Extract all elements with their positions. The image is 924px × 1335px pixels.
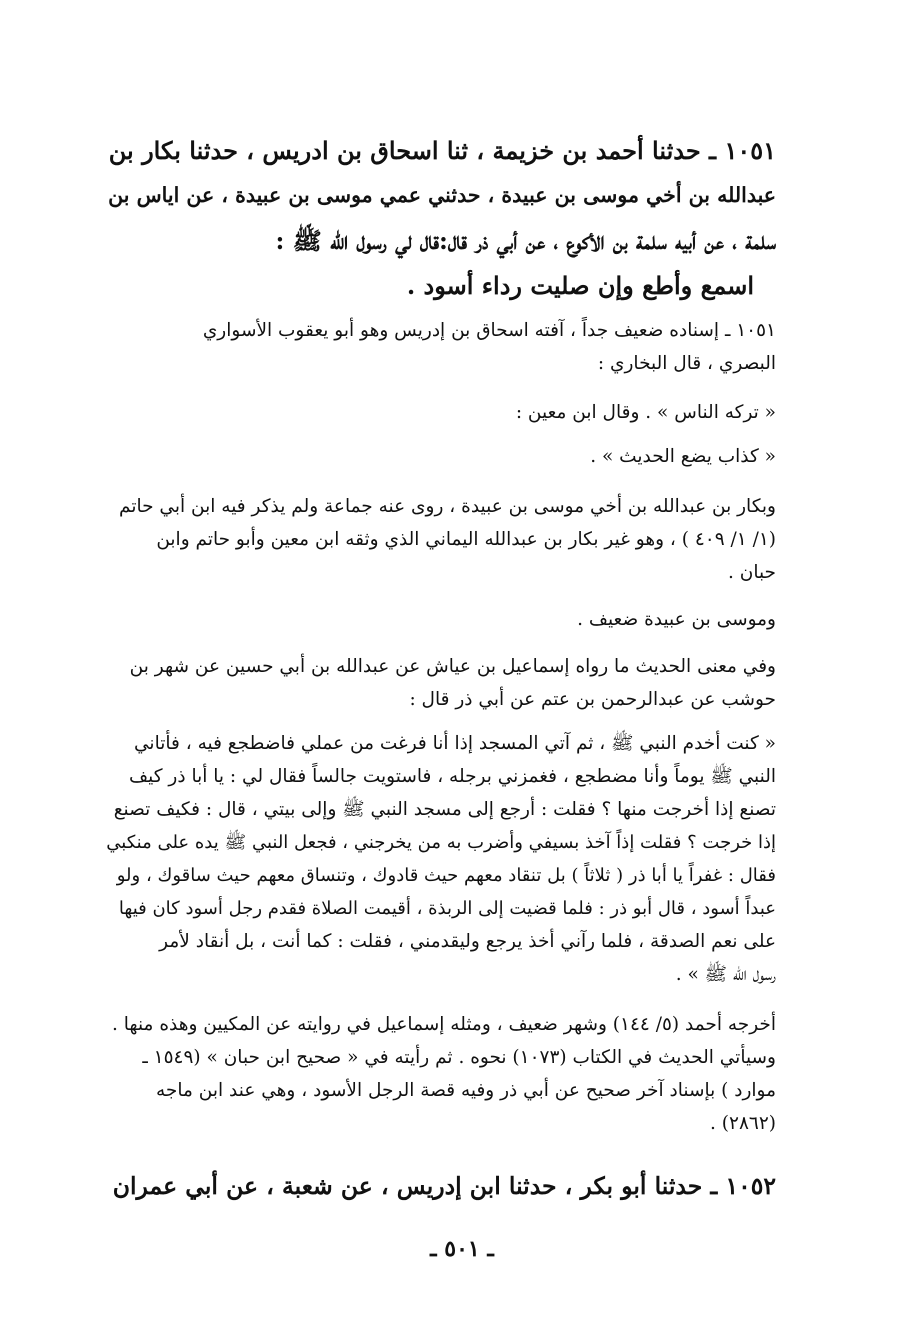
- commentary-line: « كنت أخدم النبي ﷺ ، ثم آتي المسجد إذا أنا فرغت من عملي فاضطجع فيه ، فأتاني: [134, 733, 776, 754]
- hadith-line: عبدالله بن أخي موسى بن عبيدة ، حدثني عمي موسى بن عبيدة ، عن اياس بن: [108, 183, 776, 207]
- hadith-1052: [102, 1164, 776, 1209]
- commentary-line: (١/ ١/ ٤٠٩ ) ، وهو غير بكار بن عبدالله اليماني الذي وثقه ابن معين وأبو حاتم وابن: [156, 529, 776, 550]
- commentary-line: وسيأتي الحديث في الكتاب (١٠٧٣) نحوه . ثم رأيته في « صحيح ابن حبان » (١٥٤٩ ـ: [142, 1047, 776, 1068]
- commentary-line: موارد ) بإسناد آخر صحيح عن أبي ذر وفيه قصة الرجل الأسود ، وهي عند ابن ماجه: [156, 1080, 776, 1101]
- commentary-takhrij: [102, 1008, 776, 1140]
- commentary-line: « كذاب يضع الحديث » .: [590, 446, 776, 467]
- commentary-line: على نعم الصدقة ، فلما رآني أخذ يرجع وليقدمني ، فقلت : كما أنت ، بل أنقاد لأمر: [159, 931, 776, 952]
- commentary-meaning: [102, 650, 776, 716]
- commentary-line: حبان .: [727, 562, 776, 583]
- commentary-line: وبكار بن عبدالله بن أخي موسى بن عبيدة ، روى عنه جماعة ولم يذكر فيه ابن أبي حاتم: [119, 496, 776, 517]
- commentary-line: إذا خرجت ؟ فقلت إذاً آخذ بسيفي وأضرب به من يخرجني ، فجعل النبي ﷺ يده على منكبي: [106, 832, 776, 853]
- commentary-line: فقال : غفراً يا أبا ذر ( ثلاثاً ) بل تنقاد معهم حيث قادوك ، وتنساق معهم حيث ساقوك ، ولو: [116, 865, 776, 886]
- commentary-line: النبي ﷺ يوماً وأنا مضطجع ، فغمزني برجله ، فاستويت جالساً فقال لي : يا أبا ذر كيف: [128, 766, 776, 787]
- commentary-line: وفي معنى الحديث ما رواه إسماعيل بن عياش عن عبدالله بن أبي حسين عن شهر بن: [129, 656, 776, 677]
- commentary-line: عبداً أسود ، قال أبو ذر : فلما قضيت إلى الربذة ، أقيمت الصلاة فقدم رجل أسود كان فيها: [118, 898, 776, 919]
- page-number: ـ ٥٠١ ـ: [430, 1236, 494, 1262]
- commentary-line: البصري ، قال البخاري :: [597, 353, 776, 374]
- commentary-line: وموسى بن عبيدة ضعيف .: [577, 609, 776, 630]
- commentary-line: (٢٨٦٢) .: [710, 1113, 776, 1134]
- commentary-line: ١٠٥١ ـ إسناده ضعيف جداً ، آفته اسحاق بن إدريس وهو أبو يعقوب الأسواري: [202, 320, 776, 341]
- commentary-line: تصنع إذا أخرجت منها ؟ فقلت : أرجع إلى مسجد النبي ﷺ وإلى بيتي ، قال : فكيف تصنع: [113, 799, 776, 820]
- commentary-line: رسول الله ﷺ » .: [675, 964, 776, 985]
- commentary-line: « تركه الناس » . وقال ابن معين :: [515, 402, 776, 423]
- commentary-quote-ibn-main: [102, 440, 776, 473]
- hadith-line: اسمع وأطع وإن صليت رداء أسود .: [406, 271, 754, 300]
- commentary-musa: [102, 603, 776, 636]
- hadith-line: ١٠٥١ ـ حدثنا أحمد بن خزيمة ، ثنا اسحاق بن ادريس ، حدثنا بكار بن: [108, 136, 776, 165]
- commentary-line: أخرجه أحمد (٥/ ١٤٤) وشهر ضعيف ، ومثله إسماعيل في روايته عن المكيين وهذه منها .: [112, 1014, 776, 1035]
- commentary-quote-bukhari: [102, 396, 776, 429]
- commentary-bakkar: [102, 490, 776, 589]
- commentary-isnad: [102, 314, 776, 380]
- hadith-1051: [102, 128, 776, 308]
- commentary-abu-dharr-narration: [102, 727, 776, 991]
- hadith-line: سلمة ، عن أبيه سلمة بن الأكوع ، عن أبي ذر قال:قال لي رسول الله ﷺ :: [275, 226, 776, 255]
- commentary-line: حوشب عن عبدالرحمن بن عتم عن أبي ذر قال :: [409, 689, 776, 710]
- hadith-line: ١٠٥٢ ـ حدثنا أبو بكر ، حدثنا ابن إدريس ، عن شعبة ، عن أبي عمران: [112, 1172, 776, 1200]
